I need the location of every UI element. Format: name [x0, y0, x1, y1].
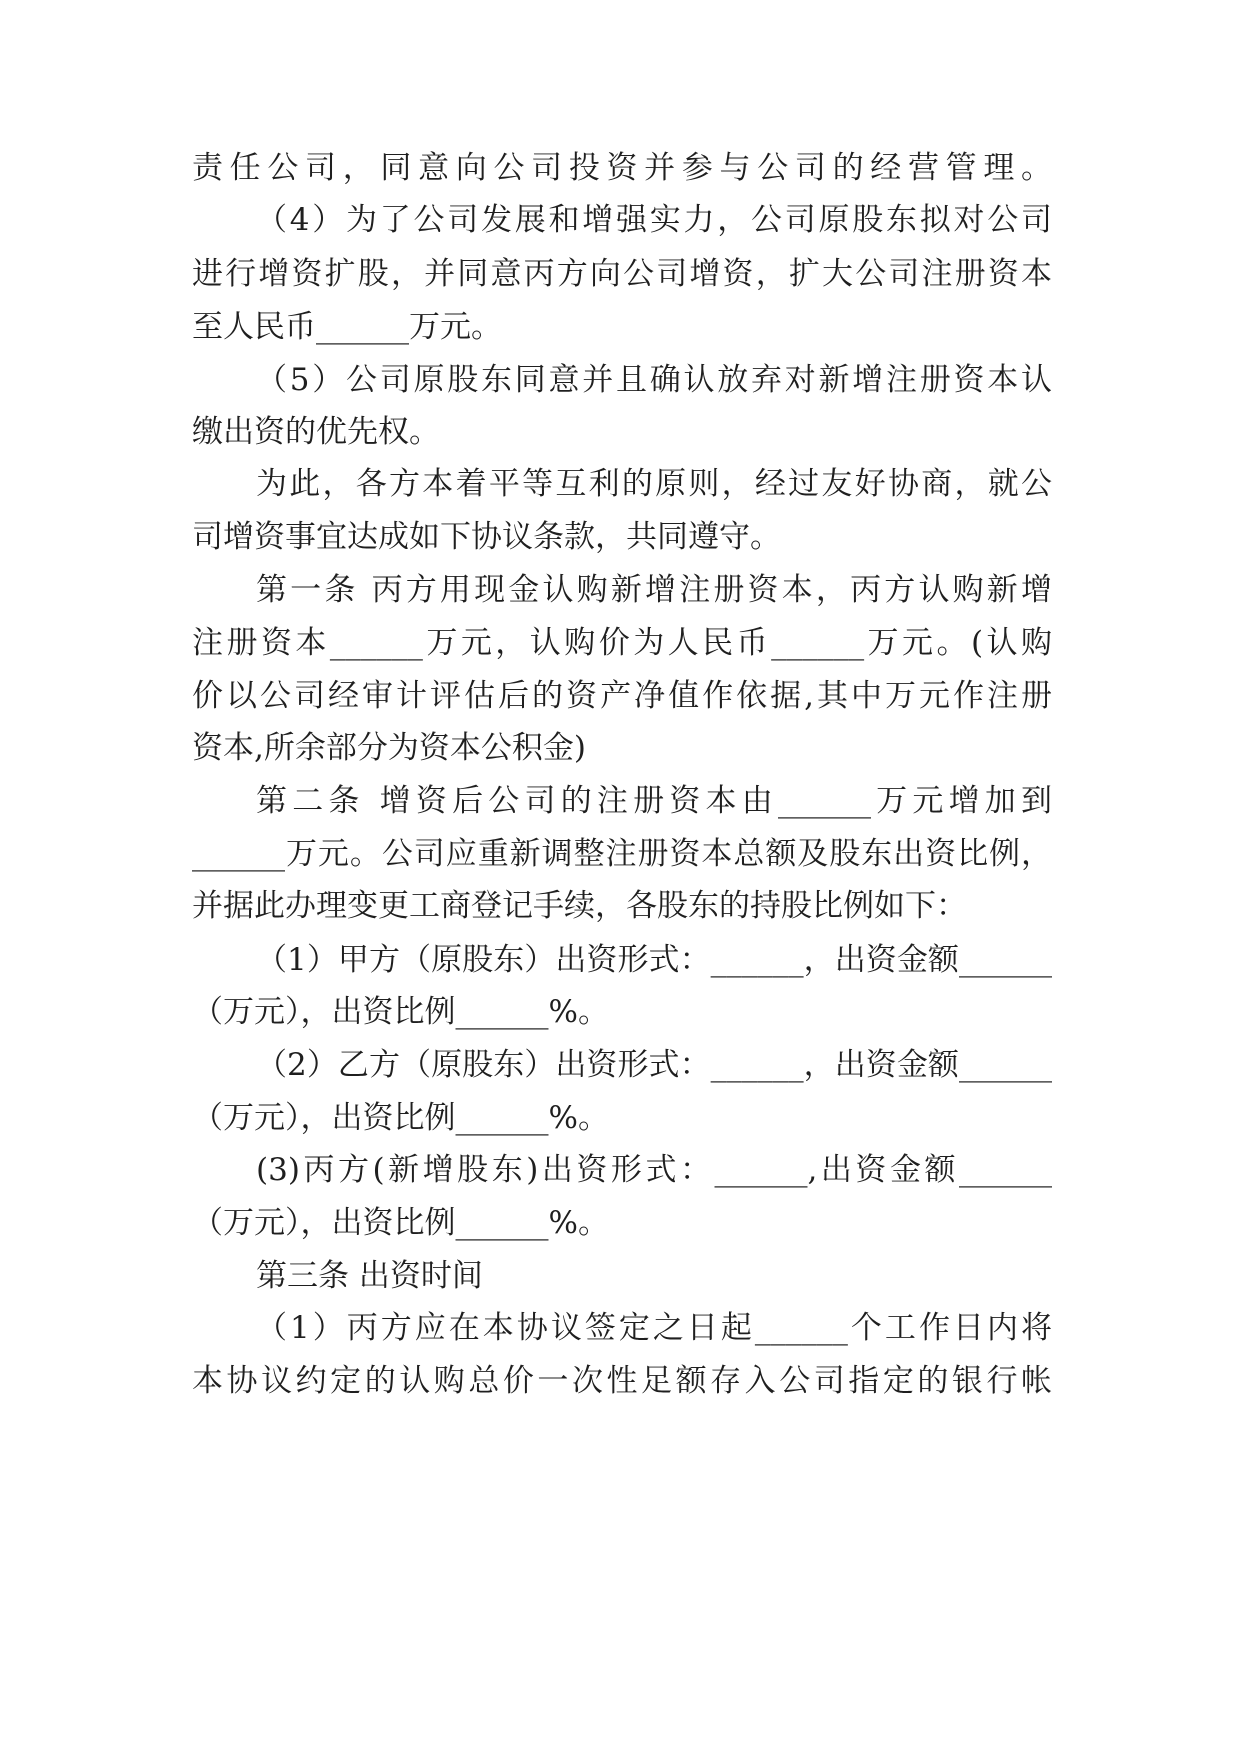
paragraph-line: （5）公司原股东同意并且确认放弃对新增注册资本认 [256, 362, 1052, 398]
paragraph-line: 缴出资的优先权。 [192, 414, 440, 450]
shareholder-line: (3)丙方(新增股东)出资形式：______,出资金额______ [256, 1152, 1052, 1188]
paragraph-line: 司增资事宜达成如下协议条款，共同遵守。 [192, 519, 781, 555]
paragraph-line: 进行增资扩股，并同意丙方向公司增资，扩大公司注册资本 [192, 256, 1052, 292]
shareholder-line: （万元），出资比例______%。 [192, 1205, 609, 1241]
paragraph-line: 注册资本______万元，认购价为人民币______万元。(认购 [192, 625, 1052, 661]
article-heading-line: 第三条 出资时间 [256, 1258, 483, 1294]
paragraph-line: 至人民币______万元。 [192, 309, 502, 345]
paragraph-line: （1）丙方应在本协议签定之日起______个工作日内将 [256, 1310, 1052, 1346]
paragraph-line: ______万元。公司应重新调整注册资本总额及股东出资比例， [192, 836, 1052, 872]
paragraph-line: 价以公司经审计评估后的资产净值作依据,其中万元作注册 [192, 678, 1052, 714]
shareholder-line: （1）甲方（原股东）出资形式：______，出资金额______ [256, 942, 1052, 978]
paragraph-line: （4）为了公司发展和增强实力，公司原股东拟对公司 [256, 202, 1052, 238]
paragraph-line: 为此，各方本着平等互利的原则，经过友好协商，就公 [256, 466, 1052, 502]
article-heading-line: 第二条 增资后公司的注册资本由______万元增加到 [256, 783, 1052, 819]
paragraph-line: 资本,所余部分为资本公积金) [192, 730, 586, 766]
paragraph-line: 责任公司，同意向公司投资并参与公司的经营管理。 [192, 150, 1052, 186]
shareholder-line: （2）乙方（原股东）出资形式：______，出资金额______ [256, 1047, 1052, 1083]
paragraph-line: 并据此办理变更工商登记手续，各股东的持股比例如下： [192, 888, 967, 924]
shareholder-line: （万元），出资比例______%。 [192, 994, 609, 1030]
article-heading-line: 第一条 丙方用现金认购新增注册资本，丙方认购新增 [256, 572, 1052, 608]
paragraph-line: 本协议约定的认购总价一次性足额存入公司指定的银行帐 [192, 1363, 1052, 1399]
shareholder-line: （万元），出资比例______%。 [192, 1100, 609, 1136]
